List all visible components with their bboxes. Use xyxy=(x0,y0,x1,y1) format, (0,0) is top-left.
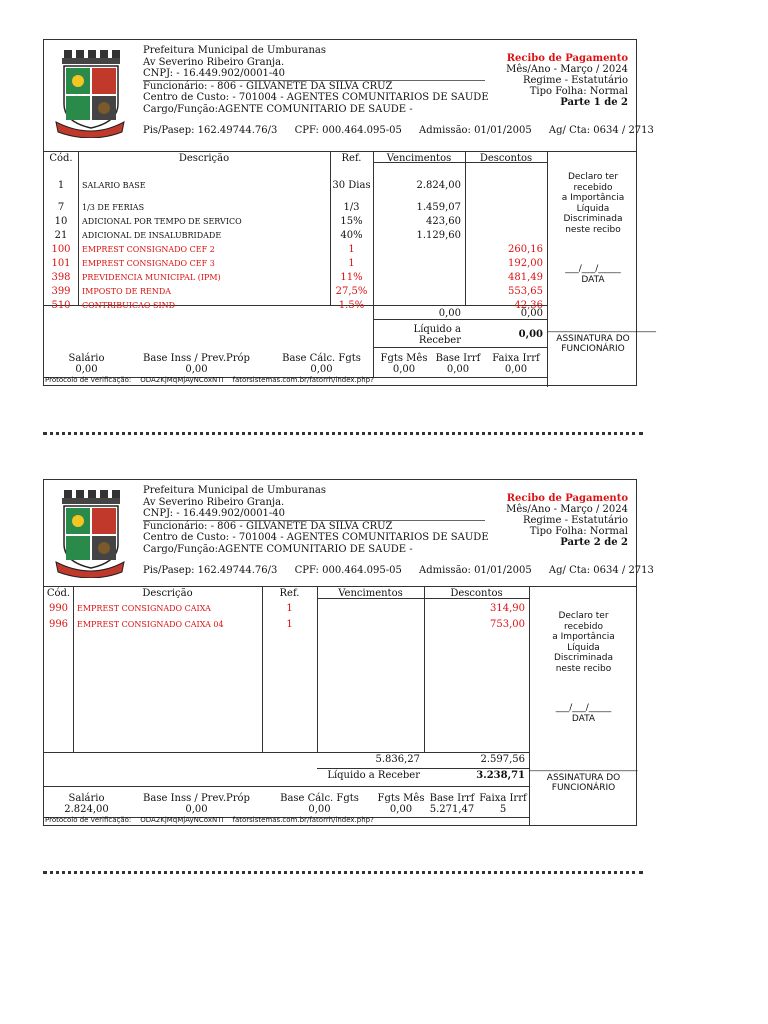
cell-ref: 27,5% xyxy=(335,286,368,297)
signature-field: ________________________ ASSINATURA DO FUNCIONÁRIO xyxy=(548,323,656,354)
header-code: Cód. xyxy=(46,588,71,599)
date-field: ___/___/_____ DATA xyxy=(555,703,612,724)
payslip-part-1 xyxy=(43,39,656,386)
receipt-payroll-type: Tipo Folha: Normal xyxy=(529,526,628,537)
cell-cod: 1 xyxy=(57,180,65,191)
cut-line xyxy=(43,432,643,435)
header-description: Descrição xyxy=(142,588,193,599)
cell-cod: 398 xyxy=(51,272,71,283)
payslip-part-2 xyxy=(43,479,654,826)
receipt-part: Parte 2 de 2 xyxy=(560,537,628,548)
employee-ids xyxy=(143,565,668,576)
cell-desc-val: 42,36 xyxy=(514,300,543,311)
cell-venc: 1.459,07 xyxy=(416,202,461,213)
org-address: Av Severino Ribeiro Granja. xyxy=(143,56,285,68)
cell-desc: CONTRIBUICAO SIND xyxy=(82,301,176,310)
cost-center: Centro de Custo: - 701004 - AGENTES COMUNITARIOS DE SAUDE xyxy=(143,532,489,543)
cell-desc-val: 481,49 xyxy=(508,272,543,283)
header-description: Descrição xyxy=(178,153,230,164)
table-row xyxy=(44,618,547,632)
cell-cod: 7 xyxy=(57,202,65,213)
header-ref: Ref. xyxy=(279,588,300,599)
header-deductions: Descontos xyxy=(479,153,533,164)
cell-desc: PREVIDENCIA MUNICIPAL (IPM) xyxy=(82,273,221,282)
cell-desc: EMPREST CONSIGNADO CEF 2 xyxy=(82,245,215,254)
cell-ref: 1/3 xyxy=(343,202,360,213)
receipt-title: Recibo de Pagamento xyxy=(506,493,628,504)
declaration-panel xyxy=(529,586,638,822)
employee-ids xyxy=(143,125,668,136)
cell-ref: 1 xyxy=(348,244,355,255)
cell-ref: 15% xyxy=(340,216,363,227)
receipt-info xyxy=(506,53,628,108)
org-cnpj: CNPJ: - 16.449.902/0001-40 xyxy=(143,68,485,81)
receipt-month-year: Mês/Ano - Março / 2024 xyxy=(506,64,628,75)
header-ref: Ref. xyxy=(341,153,362,164)
declaration-panel xyxy=(547,151,656,387)
cell-desc: EMPREST CONSIGNADO CAIXA 04 xyxy=(77,620,224,629)
table-row xyxy=(44,257,547,271)
footer-fgts-month: Fgts Mês 0,00 xyxy=(380,353,428,375)
net-pay-label: Líquido a Receber xyxy=(327,770,420,781)
footer-base-fgts: Base Cálc. Fgts 0,00 xyxy=(280,793,359,815)
table-row xyxy=(44,201,547,215)
cell-ref: 30 Dias xyxy=(332,180,371,191)
table-row xyxy=(44,271,547,285)
cell-cod: 10 xyxy=(54,216,68,227)
org-name: Prefeitura Municipal de Umburanas xyxy=(143,485,327,496)
header-deductions: Descontos xyxy=(450,588,503,599)
footer-base-inss: Base Inss / Prev.Próp 0,00 xyxy=(143,353,250,375)
footer-irrf-bracket: Faixa Irrf 0,00 xyxy=(492,353,540,375)
declaration-text: Declaro ter recebido a Importância Líquida Discriminada neste recibo xyxy=(561,172,625,235)
slip-header xyxy=(44,480,654,587)
verification-protocol: Protocolo de verificação: ODA2KjMqMjAyNCoxNTI fatorsistemas.com.br/fatorrh/index.php? xyxy=(45,376,374,384)
slip-header xyxy=(44,40,654,152)
pis-pasep: Pis/Pasep: 162.49744.76/3 xyxy=(143,565,278,576)
cell-desc: ADICIONAL DE INSALUBRIDADE xyxy=(82,231,222,240)
receipt-part: Parte 1 de 2 xyxy=(560,97,628,108)
cpf: CPF: 000.464.095-05 xyxy=(294,125,402,136)
receipt-regime: Regime - Estatutário xyxy=(522,515,628,526)
cell-desc-val: 314,90 xyxy=(490,603,525,614)
earnings-table xyxy=(44,586,547,812)
cell-desc: ADICIONAL POR TEMPO DE SERVICO xyxy=(82,217,242,226)
employee-name: Funcionário: - 806 - GILVANETE DA SILVA CRUZ xyxy=(143,80,393,92)
cut-line xyxy=(43,871,643,874)
cell-ref: 1.5% xyxy=(338,300,365,311)
cell-desc-val: 553,65 xyxy=(508,286,543,297)
cell-cod: 990 xyxy=(48,603,69,614)
total-earnings: 5.836,27 xyxy=(375,754,420,765)
organization-info xyxy=(143,485,489,555)
municipal-coat-of-arms-icon xyxy=(54,48,126,138)
admission-date: Admissão: 01/01/2005 xyxy=(419,565,532,576)
footer-salary: Salário 2.824,00 xyxy=(64,793,109,815)
table-row xyxy=(44,285,547,299)
cell-ref: 11% xyxy=(340,272,363,283)
footer-irrf-bracket: Faixa Irrf 5 xyxy=(479,793,527,815)
footer-fgts-month: Fgts Mês 0,00 xyxy=(377,793,425,815)
cell-cod: 399 xyxy=(51,286,71,297)
net-pay-value: 3.238,71 xyxy=(476,770,525,781)
table-row xyxy=(44,179,547,193)
org-cnpj: CNPJ: - 16.449.902/0001-40 xyxy=(143,508,485,521)
earnings-table xyxy=(44,151,547,377)
municipal-coat-of-arms-icon xyxy=(54,488,126,578)
cell-ref: 1 xyxy=(286,619,293,630)
header-earnings: Vencimentos xyxy=(338,588,403,599)
cell-desc: IMPOSTO DE RENDA xyxy=(82,287,172,296)
net-pay-label: Líquido a Receber xyxy=(413,324,461,346)
footer-base-inss: Base Inss / Prev.Próp 0,00 xyxy=(143,793,250,815)
cpf: CPF: 000.464.095-05 xyxy=(294,565,402,576)
cell-cod: 510 xyxy=(51,300,71,311)
cell-desc: EMPREST CONSIGNADO CAIXA xyxy=(77,604,211,613)
cell-desc: SALARIO BASE xyxy=(82,181,146,190)
table-row xyxy=(44,243,547,257)
cell-venc: 1.129,60 xyxy=(416,230,461,241)
pis-pasep: Pis/Pasep: 162.49744.76/3 xyxy=(143,125,278,136)
footer-base-irrf: Base Irrf 0,00 xyxy=(435,353,481,375)
org-address: Av Severino Ribeiro Granja. xyxy=(143,496,285,508)
net-pay-value: 0,00 xyxy=(518,329,543,340)
org-name: Prefeitura Municipal de Umburanas xyxy=(143,45,327,56)
header-earnings: Vencimentos xyxy=(386,153,452,164)
cell-desc-val: 753,00 xyxy=(490,619,525,630)
cell-cod: 101 xyxy=(51,258,71,269)
total-deductions: 2.597,56 xyxy=(480,754,525,765)
receipt-month-year: Mês/Ano - Março / 2024 xyxy=(506,504,628,515)
bank-account: Ag/ Cta: 0634 / 2713 xyxy=(548,565,654,576)
cell-cod: 21 xyxy=(54,230,68,241)
table-row xyxy=(44,215,547,229)
receipt-title: Recibo de Pagamento xyxy=(506,53,628,64)
employee-name: Funcionário: - 806 - GILVANETE DA SILVA CRUZ xyxy=(143,520,393,532)
cell-ref: 1 xyxy=(286,603,293,614)
cell-desc-val: 192,00 xyxy=(508,258,543,269)
footer-base-fgts: Base Cálc. Fgts 0,00 xyxy=(282,353,361,375)
cell-cod: 100 xyxy=(51,244,71,255)
cell-ref: 1 xyxy=(348,258,355,269)
cell-desc: 1/3 DE FERIAS xyxy=(82,203,145,212)
organization-info xyxy=(143,45,489,115)
total-deductions: 0,00 xyxy=(520,308,543,319)
cell-desc: EMPREST CONSIGNADO CEF 3 xyxy=(82,259,215,268)
cost-center: Centro de Custo: - 701004 - AGENTES COMUNITARIOS DE SAUDE xyxy=(143,92,489,103)
job-role: Cargo/Função:AGENTE COMUNITARIO DE SAUDE - xyxy=(143,103,413,115)
cell-ref: 40% xyxy=(340,230,363,241)
date-field: ___/___/_____ DATA xyxy=(565,264,621,285)
cell-desc-val: 260,16 xyxy=(508,244,543,255)
cell-venc: 423,60 xyxy=(426,216,461,227)
admission-date: Admissão: 01/01/2005 xyxy=(419,125,532,136)
total-earnings: 0,00 xyxy=(438,308,461,319)
table-row xyxy=(44,602,547,616)
table-row xyxy=(44,229,547,243)
header-code: Cód. xyxy=(49,153,73,164)
receipt-info xyxy=(506,493,628,548)
bank-account: Ag/ Cta: 0634 / 2713 xyxy=(548,125,654,136)
receipt-regime: Regime - Estatutário xyxy=(522,75,628,86)
footer-base-irrf: Base Irrf 5.271,47 xyxy=(429,793,475,815)
declaration-text: Declaro ter recebido a Importância Líquida Discriminada neste recibo xyxy=(552,611,615,674)
cell-cod: 996 xyxy=(48,619,69,630)
job-role: Cargo/Função:AGENTE COMUNITARIO DE SAUDE - xyxy=(143,543,413,555)
footer-salary: Salário 0,00 xyxy=(68,353,105,375)
verification-protocol: Protocolo de verificação: ODA2KjMqMjAyNCoxNTI fatorsistemas.com.br/fatorrh/index.php? xyxy=(45,816,374,824)
cell-venc: 2.824,00 xyxy=(416,180,461,191)
receipt-payroll-type: Tipo Folha: Normal xyxy=(529,86,628,97)
signature-field: ________________________ ASSINATURA DO FUNCIONÁRIO xyxy=(529,762,638,793)
